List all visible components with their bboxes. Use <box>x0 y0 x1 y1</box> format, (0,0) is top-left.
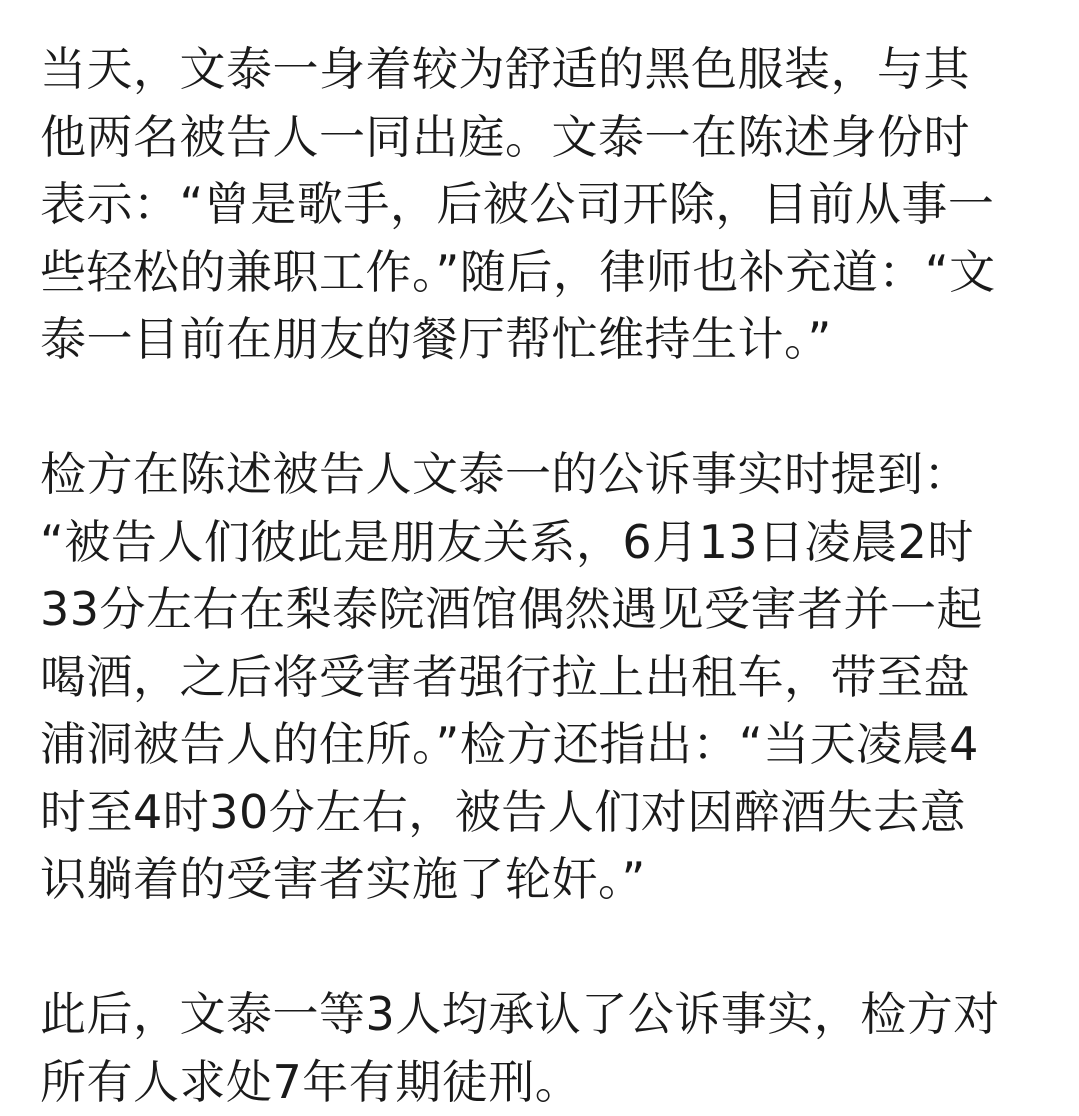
text-line: 所有人求处7年有期徒刑。 <box>40 1049 1050 1116</box>
text-line: 识躺着的受害者实施了轮奸。” <box>40 846 1050 914</box>
paragraph-3 <box>40 981 1050 1116</box>
text-line: 浦洞被告人的住所。”检方还指出：“当天凌晨4 <box>40 711 1050 779</box>
text-line: 33分左右在梨泰院酒馆偶然遇见受害者并一起 <box>40 576 1050 644</box>
article-body <box>40 36 1050 1116</box>
text-line: 表示：“曾是歌手，后被公司开除，目前从事一 <box>40 171 1050 239</box>
text-line: 检方在陈述被告人文泰一的公诉事实时提到： <box>40 441 1050 509</box>
text-line: 当天，文泰一身着较为舒适的黑色服装，与其 <box>40 36 1050 104</box>
text-line: 他两名被告人一同出庭。文泰一在陈述身份时 <box>40 104 1050 172</box>
paragraph-1 <box>40 36 1050 374</box>
paragraph-spacer <box>40 914 1050 982</box>
text-line: “被告人们彼此是朋友关系，6月13日凌晨2时 <box>40 509 1050 577</box>
text-line: 泰一目前在朋友的餐厅帮忙维持生计。” <box>40 306 1050 374</box>
text-line: 些轻松的兼职工作。”随后，律师也补充道：“文 <box>40 239 1050 307</box>
text-line: 时至4时30分左右，被告人们对因醉酒失去意 <box>40 779 1050 847</box>
text-line: 此后，文泰一等3人均承认了公诉事实，检方对 <box>40 981 1050 1049</box>
text-line: 喝酒，之后将受害者强行拉上出租车，带至盘 <box>40 644 1050 712</box>
paragraph-2 <box>40 441 1050 914</box>
paragraph-spacer <box>40 374 1050 442</box>
